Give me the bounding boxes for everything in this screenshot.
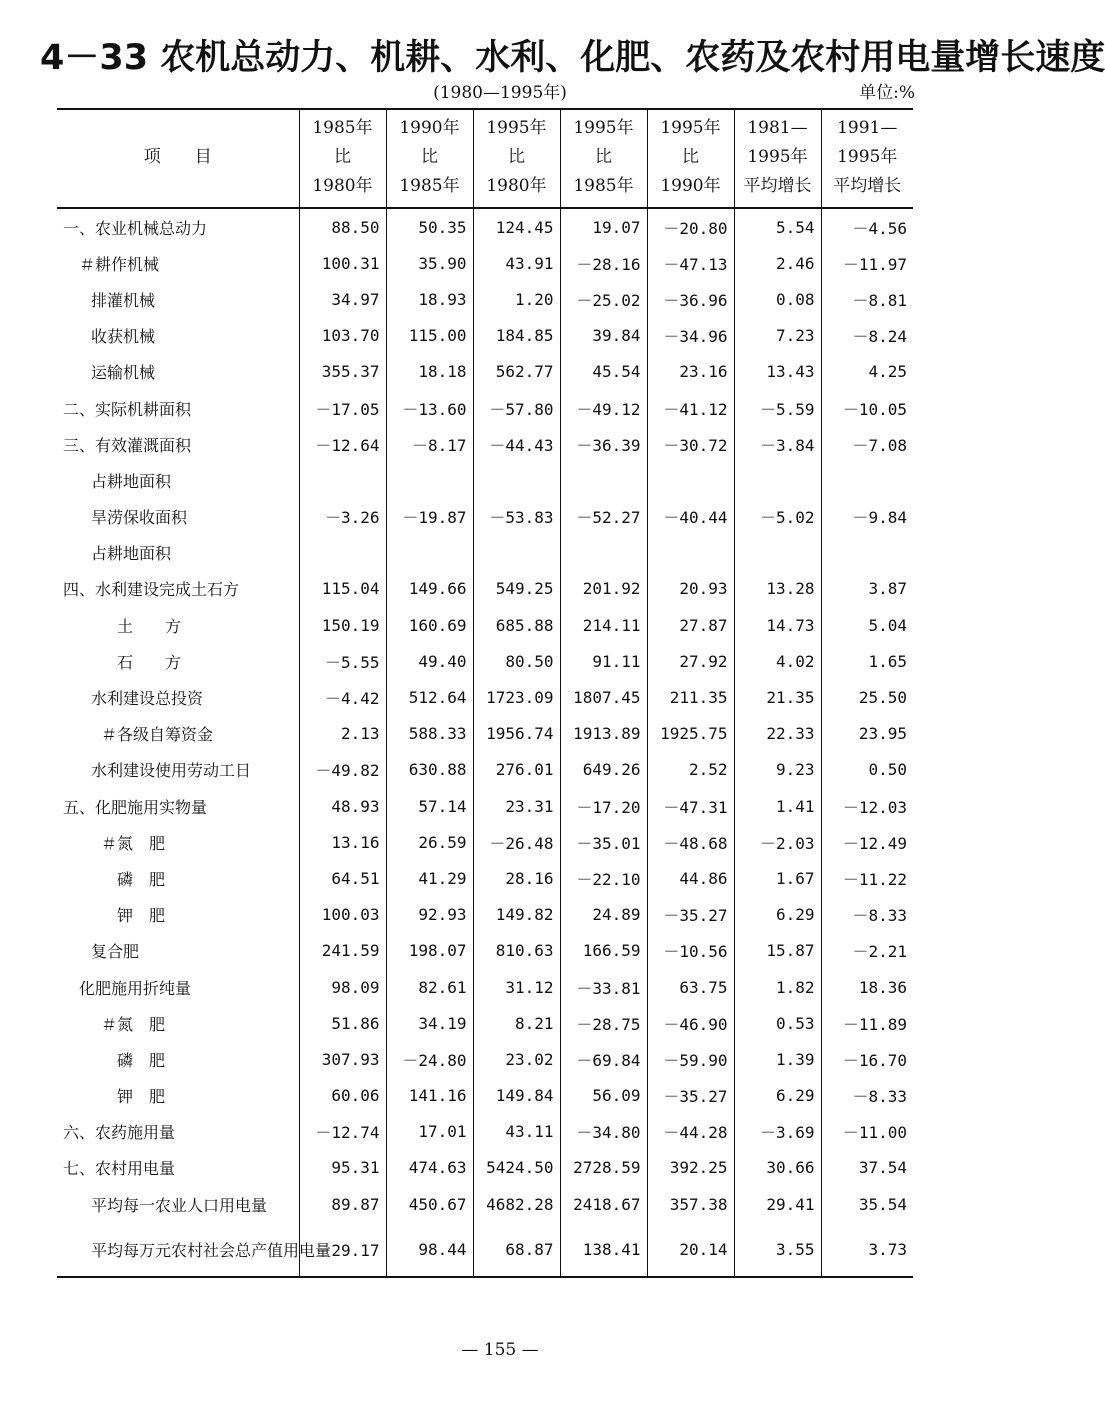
value-cell: 115.04: [299, 571, 386, 607]
table-row: [57, 535, 913, 571]
value-cell: －20.80: [647, 208, 734, 245]
value-cell: －57.80: [473, 390, 560, 426]
value-cell: [647, 535, 734, 571]
value-cell: 17.01: [386, 1114, 473, 1150]
value-cell: 512.64: [386, 679, 473, 715]
value-cell: 18.93: [386, 281, 473, 317]
value-cell: 30.66: [734, 1150, 821, 1186]
value-cell: －12.64: [299, 426, 386, 462]
value-cell: 26.59: [386, 824, 473, 860]
value-cell: [821, 535, 913, 571]
value-cell: －10.05: [821, 390, 913, 426]
value-cell: －47.31: [647, 788, 734, 824]
value-cell: 150.19: [299, 607, 386, 643]
value-cell: －19.87: [386, 499, 473, 535]
value-cell: 95.31: [299, 1150, 386, 1186]
table-title: 4－33 农机总动力、机耕、水利、化肥、农药及农村用电量增长速度: [40, 38, 1105, 78]
table-row: [57, 1005, 913, 1041]
value-cell: －5.55: [299, 643, 386, 679]
value-cell: －3.84: [734, 426, 821, 462]
table-row: [57, 1114, 913, 1150]
value-cell: －5.59: [734, 390, 821, 426]
value-cell: 2.13: [299, 716, 386, 752]
value-cell: 149.82: [473, 897, 560, 933]
value-cell: [734, 535, 821, 571]
header-col-4: 1995年 比 1985年: [560, 109, 647, 208]
value-cell: －11.00: [821, 1114, 913, 1150]
value-cell: 51.86: [299, 1005, 386, 1041]
table-row: [57, 1186, 913, 1222]
value-cell: －35.27: [647, 897, 734, 933]
row-label: 钾 肥: [117, 906, 166, 926]
value-cell: －44.28: [647, 1114, 734, 1150]
value-cell: 27.92: [647, 643, 734, 679]
value-cell: 4682.28: [473, 1186, 560, 1222]
header-col-5: 1995年 比 1990年: [647, 109, 734, 208]
row-label: 石 方: [117, 652, 182, 672]
row-label: 五、化肥施用实物量: [63, 797, 208, 817]
value-cell: [647, 462, 734, 498]
value-cell: 1925.75: [647, 716, 734, 752]
value-cell: －16.70: [821, 1041, 913, 1077]
row-label: 二、实际机耕面积: [63, 399, 192, 419]
value-cell: －5.02: [734, 499, 821, 535]
value-cell: －41.12: [647, 390, 734, 426]
value-cell: 57.14: [386, 788, 473, 824]
value-cell: [560, 462, 647, 498]
value-cell: 357.38: [647, 1186, 734, 1222]
table-row: [57, 824, 913, 860]
value-cell: 23.16: [647, 354, 734, 390]
value-cell: 3.73: [821, 1222, 913, 1277]
value-cell: －12.74: [299, 1114, 386, 1150]
value-cell: 1723.09: [473, 679, 560, 715]
value-cell: －13.60: [386, 390, 473, 426]
value-cell: 0.50: [821, 752, 913, 788]
value-cell: 98.44: [386, 1222, 473, 1277]
value-cell: 50.35: [386, 208, 473, 245]
value-cell: 5424.50: [473, 1150, 560, 1186]
value-cell: [560, 535, 647, 571]
value-cell: －35.27: [647, 1078, 734, 1114]
value-cell: 100.03: [299, 897, 386, 933]
value-cell: 31.12: [473, 969, 560, 1005]
value-cell: －28.16: [560, 245, 647, 281]
value-cell: 19.07: [560, 208, 647, 245]
row-label: 三、有效灌溉面积: [63, 435, 192, 455]
value-cell: 1.39: [734, 1041, 821, 1077]
value-cell: 0.08: [734, 281, 821, 317]
value-cell: 35.90: [386, 245, 473, 281]
value-cell: 392.25: [647, 1150, 734, 1186]
value-cell: 23.31: [473, 788, 560, 824]
table-row: [57, 1041, 913, 1077]
value-cell: 2728.59: [560, 1150, 647, 1186]
value-cell: 124.45: [473, 208, 560, 245]
value-cell: －36.39: [560, 426, 647, 462]
row-label: 运输机械: [91, 363, 156, 383]
value-cell: 68.87: [473, 1222, 560, 1277]
value-cell: 13.28: [734, 571, 821, 607]
table-row: [57, 969, 913, 1005]
row-label: ＃氮 肥: [101, 833, 166, 853]
table-row: [57, 426, 913, 462]
page-number: — 155 —: [461, 1340, 539, 1360]
value-cell: 56.09: [560, 1078, 647, 1114]
value-cell: 63.75: [647, 969, 734, 1005]
value-cell: 184.85: [473, 318, 560, 354]
table-row: [57, 245, 913, 281]
value-cell: 1956.74: [473, 716, 560, 752]
header-col-6: 1981— 1995年 平均增长: [734, 109, 821, 208]
value-cell: 241.59: [299, 933, 386, 969]
row-label: 平均每一农业人口用电量: [91, 1195, 268, 1215]
value-cell: 630.88: [386, 752, 473, 788]
value-cell: 103.70: [299, 318, 386, 354]
value-cell: 1.65: [821, 643, 913, 679]
table-row: [57, 788, 913, 824]
value-cell: －29.17: [299, 1222, 386, 1277]
value-cell: 23.95: [821, 716, 913, 752]
table-row: [57, 607, 913, 643]
value-cell: －8.33: [821, 897, 913, 933]
row-label: 排灌机械: [91, 290, 156, 310]
value-cell: 43.91: [473, 245, 560, 281]
value-cell: 2.52: [647, 752, 734, 788]
value-cell: 549.25: [473, 571, 560, 607]
value-cell: －11.97: [821, 245, 913, 281]
value-cell: －53.83: [473, 499, 560, 535]
value-cell: 14.73: [734, 607, 821, 643]
table-row: [57, 390, 913, 426]
value-cell: 43.11: [473, 1114, 560, 1150]
value-cell: －47.13: [647, 245, 734, 281]
value-cell: －49.12: [560, 390, 647, 426]
value-cell: 4.02: [734, 643, 821, 679]
value-cell: －8.81: [821, 281, 913, 317]
value-cell: 49.40: [386, 643, 473, 679]
value-cell: 35.54: [821, 1186, 913, 1222]
value-cell: 0.53: [734, 1005, 821, 1041]
value-cell: 3.55: [734, 1222, 821, 1277]
value-cell: 1.67: [734, 860, 821, 896]
value-cell: 18.18: [386, 354, 473, 390]
value-cell: 7.23: [734, 318, 821, 354]
value-cell: －2.03: [734, 824, 821, 860]
value-cell: －34.80: [560, 1114, 647, 1150]
value-cell: 15.87: [734, 933, 821, 969]
value-cell: 149.84: [473, 1078, 560, 1114]
row-label: 占耕地面积: [91, 544, 172, 564]
row-label: 钾 肥: [117, 1087, 166, 1107]
value-cell: 588.33: [386, 716, 473, 752]
value-cell: 307.93: [299, 1041, 386, 1077]
unit-label: 单位:%: [859, 83, 915, 103]
value-cell: －8.17: [386, 426, 473, 462]
table-row: [57, 897, 913, 933]
table-row: [57, 933, 913, 969]
table-row: [57, 499, 913, 535]
row-label: 水利建设总投资: [91, 689, 204, 709]
value-cell: 29.41: [734, 1186, 821, 1222]
value-cell: 115.00: [386, 318, 473, 354]
value-cell: －3.69: [734, 1114, 821, 1150]
value-cell: [734, 462, 821, 498]
value-cell: 100.31: [299, 245, 386, 281]
row-label: 六、农药施用量: [63, 1123, 176, 1143]
value-cell: 198.07: [386, 933, 473, 969]
row-label: 磷 肥: [117, 869, 166, 889]
value-cell: －17.20: [560, 788, 647, 824]
value-cell: －3.26: [299, 499, 386, 535]
row-label: 土 方: [117, 616, 182, 636]
row-label: 平均每万元农村社会总产值用电量: [57, 1222, 299, 1277]
value-cell: 27.87: [647, 607, 734, 643]
table-row: [57, 716, 913, 752]
value-cell: 80.50: [473, 643, 560, 679]
value-cell: 2.46: [734, 245, 821, 281]
value-cell: 214.11: [560, 607, 647, 643]
growth-table: [57, 108, 913, 1278]
table-row: [57, 752, 913, 788]
table-row: [57, 354, 913, 390]
value-cell: 23.02: [473, 1041, 560, 1077]
value-cell: 355.37: [299, 354, 386, 390]
value-cell: 22.33: [734, 716, 821, 752]
value-cell: 649.26: [560, 752, 647, 788]
row-label: 收获机械: [91, 327, 156, 347]
header-col-7: 1991— 1995年 平均增长: [821, 109, 913, 208]
table-row: [57, 1078, 913, 1114]
value-cell: 1.82: [734, 969, 821, 1005]
value-cell: 28.16: [473, 860, 560, 896]
value-cell: －30.72: [647, 426, 734, 462]
value-cell: －33.81: [560, 969, 647, 1005]
table-row: [57, 281, 913, 317]
value-cell: 810.63: [473, 933, 560, 969]
header-row: [57, 109, 913, 208]
table-subtitle: (1980—1995年): [433, 83, 567, 103]
value-cell: －59.90: [647, 1041, 734, 1077]
value-cell: －12.03: [821, 788, 913, 824]
value-cell: [386, 462, 473, 498]
value-cell: 88.50: [299, 208, 386, 245]
value-cell: 5.54: [734, 208, 821, 245]
row-label: 磷 肥: [117, 1050, 166, 1070]
value-cell: [299, 462, 386, 498]
value-cell: －26.48: [473, 824, 560, 860]
row-label: ＃各级自筹资金: [101, 725, 214, 745]
header-item: 项 目: [57, 109, 299, 208]
value-cell: －12.49: [821, 824, 913, 860]
table-row: [57, 643, 913, 679]
value-cell: 562.77: [473, 354, 560, 390]
value-cell: －49.82: [299, 752, 386, 788]
value-cell: 685.88: [473, 607, 560, 643]
value-cell: 1807.45: [560, 679, 647, 715]
value-cell: 474.63: [386, 1150, 473, 1186]
value-cell: 13.43: [734, 354, 821, 390]
value-cell: 149.66: [386, 571, 473, 607]
value-cell: －48.68: [647, 824, 734, 860]
row-label: 七、农村用电量: [63, 1159, 176, 1179]
value-cell: [386, 535, 473, 571]
value-cell: －36.96: [647, 281, 734, 317]
value-cell: －11.89: [821, 1005, 913, 1041]
value-cell: －28.75: [560, 1005, 647, 1041]
value-cell: 3.87: [821, 571, 913, 607]
table-row: [57, 571, 913, 607]
value-cell: 21.35: [734, 679, 821, 715]
row-label: 四、水利建设完成土石方: [63, 580, 240, 600]
header-col-3: 1995年 比 1980年: [473, 109, 560, 208]
value-cell: 34.97: [299, 281, 386, 317]
value-cell: 160.69: [386, 607, 473, 643]
value-cell: 211.35: [647, 679, 734, 715]
table-row: [57, 318, 913, 354]
header-col-2: 1990年 比 1985年: [386, 109, 473, 208]
value-cell: 5.04: [821, 607, 913, 643]
value-cell: [473, 462, 560, 498]
value-cell: 89.87: [299, 1186, 386, 1222]
value-cell: 41.29: [386, 860, 473, 896]
value-cell: 20.93: [647, 571, 734, 607]
value-cell: －25.02: [560, 281, 647, 317]
value-cell: －17.05: [299, 390, 386, 426]
row-label: 旱涝保收面积: [91, 508, 188, 528]
value-cell: 34.19: [386, 1005, 473, 1041]
row-label: 占耕地面积: [91, 471, 172, 491]
value-cell: －40.44: [647, 499, 734, 535]
value-cell: [299, 535, 386, 571]
value-cell: 24.89: [560, 897, 647, 933]
value-cell: －9.84: [821, 499, 913, 535]
value-cell: －22.10: [560, 860, 647, 896]
value-cell: [821, 462, 913, 498]
value-cell: 1.41: [734, 788, 821, 824]
value-cell: 44.86: [647, 860, 734, 896]
value-cell: 45.54: [560, 354, 647, 390]
value-cell: 276.01: [473, 752, 560, 788]
table-row: [57, 679, 913, 715]
value-cell: －35.01: [560, 824, 647, 860]
value-cell: 450.67: [386, 1186, 473, 1222]
value-cell: －8.33: [821, 1078, 913, 1114]
table-row: [57, 1222, 913, 1277]
table-row: [57, 860, 913, 896]
value-cell: －10.56: [647, 933, 734, 969]
table-row: [57, 1150, 913, 1186]
value-cell: 166.59: [560, 933, 647, 969]
value-cell: 9.23: [734, 752, 821, 788]
value-cell: －4.56: [821, 208, 913, 245]
value-cell: 64.51: [299, 860, 386, 896]
value-cell: 13.16: [299, 824, 386, 860]
value-cell: 60.06: [299, 1078, 386, 1114]
value-cell: －8.24: [821, 318, 913, 354]
row-label: ＃氮 肥: [101, 1014, 166, 1034]
value-cell: 25.50: [821, 679, 913, 715]
value-cell: 201.92: [560, 571, 647, 607]
value-cell: 1913.89: [560, 716, 647, 752]
value-cell: －4.42: [299, 679, 386, 715]
row-label: 一、农业机械总动力: [63, 218, 208, 238]
value-cell: －24.80: [386, 1041, 473, 1077]
value-cell: 138.41: [560, 1222, 647, 1277]
value-cell: [473, 535, 560, 571]
value-cell: －69.84: [560, 1041, 647, 1077]
value-cell: －46.90: [647, 1005, 734, 1041]
value-cell: －34.96: [647, 318, 734, 354]
table-row: [57, 208, 913, 245]
row-label: 复合肥: [91, 942, 140, 962]
row-label: 水利建设使用劳动工日: [91, 761, 252, 781]
value-cell: 82.61: [386, 969, 473, 1005]
value-cell: 91.11: [560, 643, 647, 679]
value-cell: 4.25: [821, 354, 913, 390]
value-cell: 6.29: [734, 897, 821, 933]
value-cell: 37.54: [821, 1150, 913, 1186]
value-cell: 2418.67: [560, 1186, 647, 1222]
value-cell: 39.84: [560, 318, 647, 354]
value-cell: 6.29: [734, 1078, 821, 1114]
row-label: 化肥施用折纯量: [79, 978, 192, 998]
value-cell: 1.20: [473, 281, 560, 317]
row-label: ＃耕作机械: [79, 254, 160, 274]
value-cell: 141.16: [386, 1078, 473, 1114]
table-row: [57, 462, 913, 498]
value-cell: －7.08: [821, 426, 913, 462]
value-cell: 92.93: [386, 897, 473, 933]
value-cell: －52.27: [560, 499, 647, 535]
value-cell: －44.43: [473, 426, 560, 462]
value-cell: 18.36: [821, 969, 913, 1005]
value-cell: 8.21: [473, 1005, 560, 1041]
value-cell: 20.14: [647, 1222, 734, 1277]
value-cell: 98.09: [299, 969, 386, 1005]
value-cell: －11.22: [821, 860, 913, 896]
value-cell: 48.93: [299, 788, 386, 824]
value-cell: －2.21: [821, 933, 913, 969]
header-col-1: 1985年 比 1980年: [299, 109, 386, 208]
